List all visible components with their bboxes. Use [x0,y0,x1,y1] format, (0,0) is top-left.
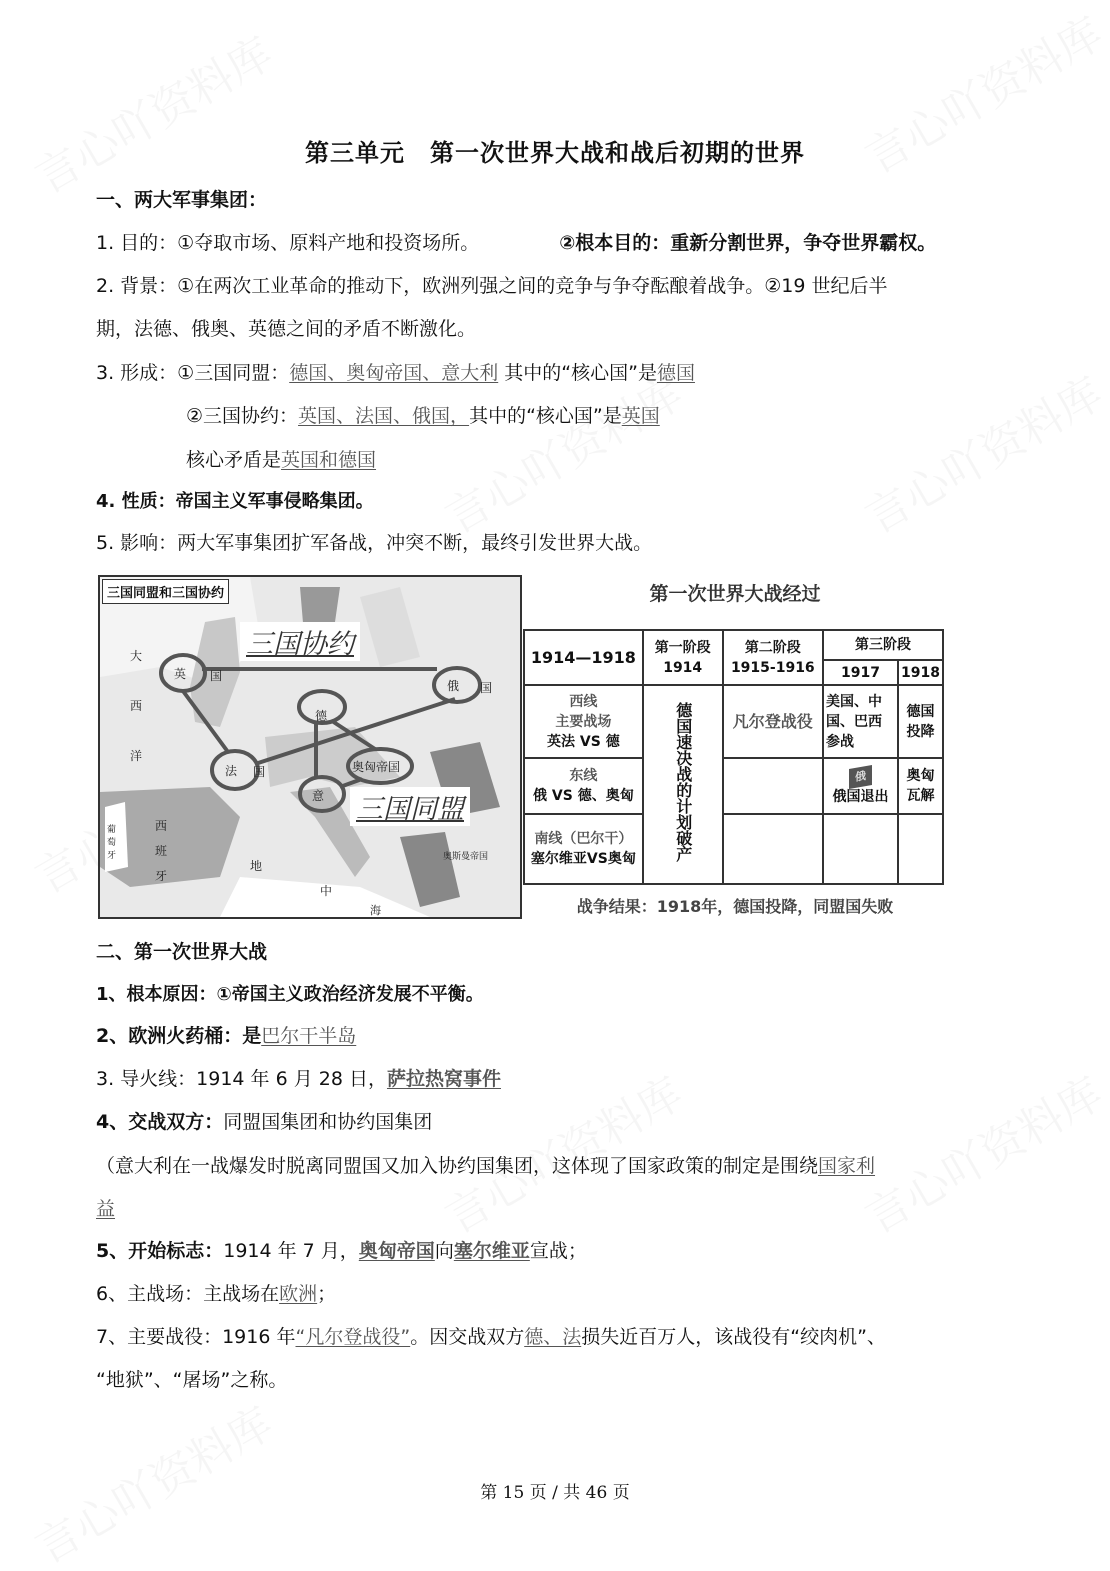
table-cell [898,814,943,884]
map-label: 德 [315,709,328,723]
text-line: 2. 背景：①在两次工业革命的推动下，欧洲列强之间的竞争与争夺酝酿着战争。②19 世纪后半 [96,275,888,297]
text: 3. 形成：①三国同盟： [96,362,290,384]
table-cell: 美国、中国、巴西参战 [823,685,898,758]
table-header: 1918 [898,660,943,685]
answer: 国家利 [818,1155,876,1177]
watermark [22,18,283,205]
text: 其中的“核心国”是 [469,405,622,427]
text: 1. 目的：①夺取市场、原料产地和投资场所。 [96,232,480,254]
europe-alliances-map [98,575,522,919]
map-label: 班 [155,844,168,858]
text: ②根本目的：重新分割世界，争夺世界霸权。 [559,232,937,254]
text: 主战场在 [203,1283,280,1305]
map-label: 地 [250,859,263,873]
text: 1914 [663,659,703,676]
section-heading: 一、两大军事集团： [96,189,268,211]
table-header [643,630,723,685]
table-cell: 凡尔登战役 [723,685,823,758]
text: ②三国协约： [186,405,299,427]
text: 同盟国集团和协约国集团 [223,1111,433,1133]
text: 4、交战双方： [96,1111,224,1133]
answer: 欧洲 [279,1283,318,1305]
map-label: 西 [155,819,168,833]
text-line [96,1324,886,1350]
text: 东线 [569,768,598,784]
text-line [96,1153,875,1179]
text: 。因交战双方 [410,1326,525,1348]
text: 俄国退出 [832,788,889,805]
answer: 英国 [621,405,660,427]
alliance-label: 三国同盟 [350,787,470,826]
text: 西线 [569,693,598,710]
map-label: 洋 [130,749,143,763]
answer: 塞尔维亚 [453,1240,530,1262]
answer: 萨拉热窝事件 [386,1068,501,1090]
text: 宣战； [529,1240,587,1262]
text: 其中的“核心国”是 [498,362,657,384]
war-result: 战争结果：1918年，德国投降，同盟国失败 [576,897,894,916]
table-header [723,630,823,685]
text-line [96,360,695,386]
text-line: “地狱”、“屠场”之称。 [96,1369,288,1391]
answer: “凡尔登战役” [295,1326,411,1348]
answer: 英国、法国、俄国， [298,405,470,427]
map-label: 中 [320,884,333,898]
table-cell [524,814,643,884]
map-label: 俄 [447,679,460,693]
text-line [96,1066,501,1092]
text: 向 [434,1240,454,1262]
text: 3. 导火线：1914 年 6 月 28 日， [96,1068,387,1090]
text-line [96,1109,432,1135]
text: 1916 年 [222,1326,296,1348]
flag-icon: 俄 [849,764,872,788]
text-line [96,1196,115,1222]
text: 第一阶段 [654,639,711,656]
map-caption: 三国同盟和三国协约 [102,579,229,604]
map-label: 大 [130,649,143,663]
text: 南线（巴尔干） [534,831,633,847]
text: 1915-1916 [730,659,815,676]
map-label: 牙 [155,869,168,883]
text-line [96,1238,587,1264]
table-cell [823,814,898,884]
page-number: 第 15 页 / 共 46 页 [480,1483,630,1503]
table-header: 第三阶段 [823,630,943,660]
answer: 英国和德国 [281,449,377,471]
table-cell [723,814,823,884]
text: 核心矛盾是 [186,449,282,471]
table-cell [723,758,823,814]
map-label: 国 [253,765,266,779]
answer: 德国、奥匈帝国、意大利 [289,362,499,384]
text: ； [317,1283,337,1305]
table-header: 1917 [823,660,898,685]
table-title: 第一次世界大战经过 [649,583,821,605]
text: 塞尔维亚VS奥匈 [530,851,636,867]
answer: 德国 [656,362,695,384]
map-label: 奥斯曼帝国 [443,852,489,862]
text-line: 1、根本原因：①帝国主义政治经济发展不平衡。 [96,984,484,1005]
text: 7、主要战役： [96,1326,223,1348]
text: 英法 VS 德 [547,733,620,750]
text: 2、欧洲火药桶：是 [96,1025,262,1047]
text-line [96,1023,356,1049]
table-header: 1914—1918 [524,630,643,685]
page-title: 第三单元 第一次世界大战和战后初期的世界 [305,139,805,167]
map-label: 国 [210,669,223,683]
text-line: 期，法德、俄奥、英德之间的矛盾不断激化。 [96,318,477,340]
text: 1914 年 7 月， [223,1240,359,1262]
text: （意大利在一战爆发时脱离同盟国又加入协约国集团，这体现了国家政策的制定是围绕 [96,1155,819,1177]
map-label: 葡萄牙 [107,825,117,861]
answer: 奥匈帝国 [358,1240,435,1262]
section-heading: 二、第一次世界大战 [96,941,268,963]
text: 俄 VS 德、奥匈 [533,788,634,804]
map-label: 国 [480,681,493,695]
text: 第二阶段 [744,639,801,656]
table-cell [524,758,643,814]
table-cell: 奥匈瓦解 [898,758,943,814]
text-line [96,230,936,256]
watermark [852,358,1110,545]
answer: 巴尔干半岛 [261,1025,357,1047]
text: 德国速决战的计划破产 [673,701,693,862]
text: 5、开始标志： [96,1240,224,1262]
text-line [96,1281,336,1307]
map-label: 意 [312,789,325,803]
watermark [432,358,693,545]
text-line [186,403,660,429]
ww1-stages-table [523,629,944,885]
text-line [186,447,376,473]
entente-label: 三国协约 [240,622,360,661]
table-cell [524,685,643,758]
text: 主要战场 [555,713,612,730]
text: 损失近百万人，该战役有“绞肉机”、 [581,1326,886,1348]
table-cell [823,758,898,814]
answer: 德、法 [524,1326,582,1348]
watermark [852,1058,1110,1245]
text: 6、主战场： [96,1283,204,1305]
map-label: 法 [225,764,238,778]
map-label: 西 [130,699,143,713]
map-label: 海 [370,904,381,917]
answer: 益 [96,1198,116,1220]
text-line: 5. 影响：两大军事集团扩军备战，冲突不断，最终引发世界大战。 [96,532,653,554]
map-label: 英 [174,667,187,681]
text-line: 4. 性质：帝国主义军事侵略集团。 [96,491,374,512]
table-cell: 德国投降 [898,685,943,758]
table-cell [643,685,723,884]
map-label: 奥匈帝国 [352,760,401,774]
